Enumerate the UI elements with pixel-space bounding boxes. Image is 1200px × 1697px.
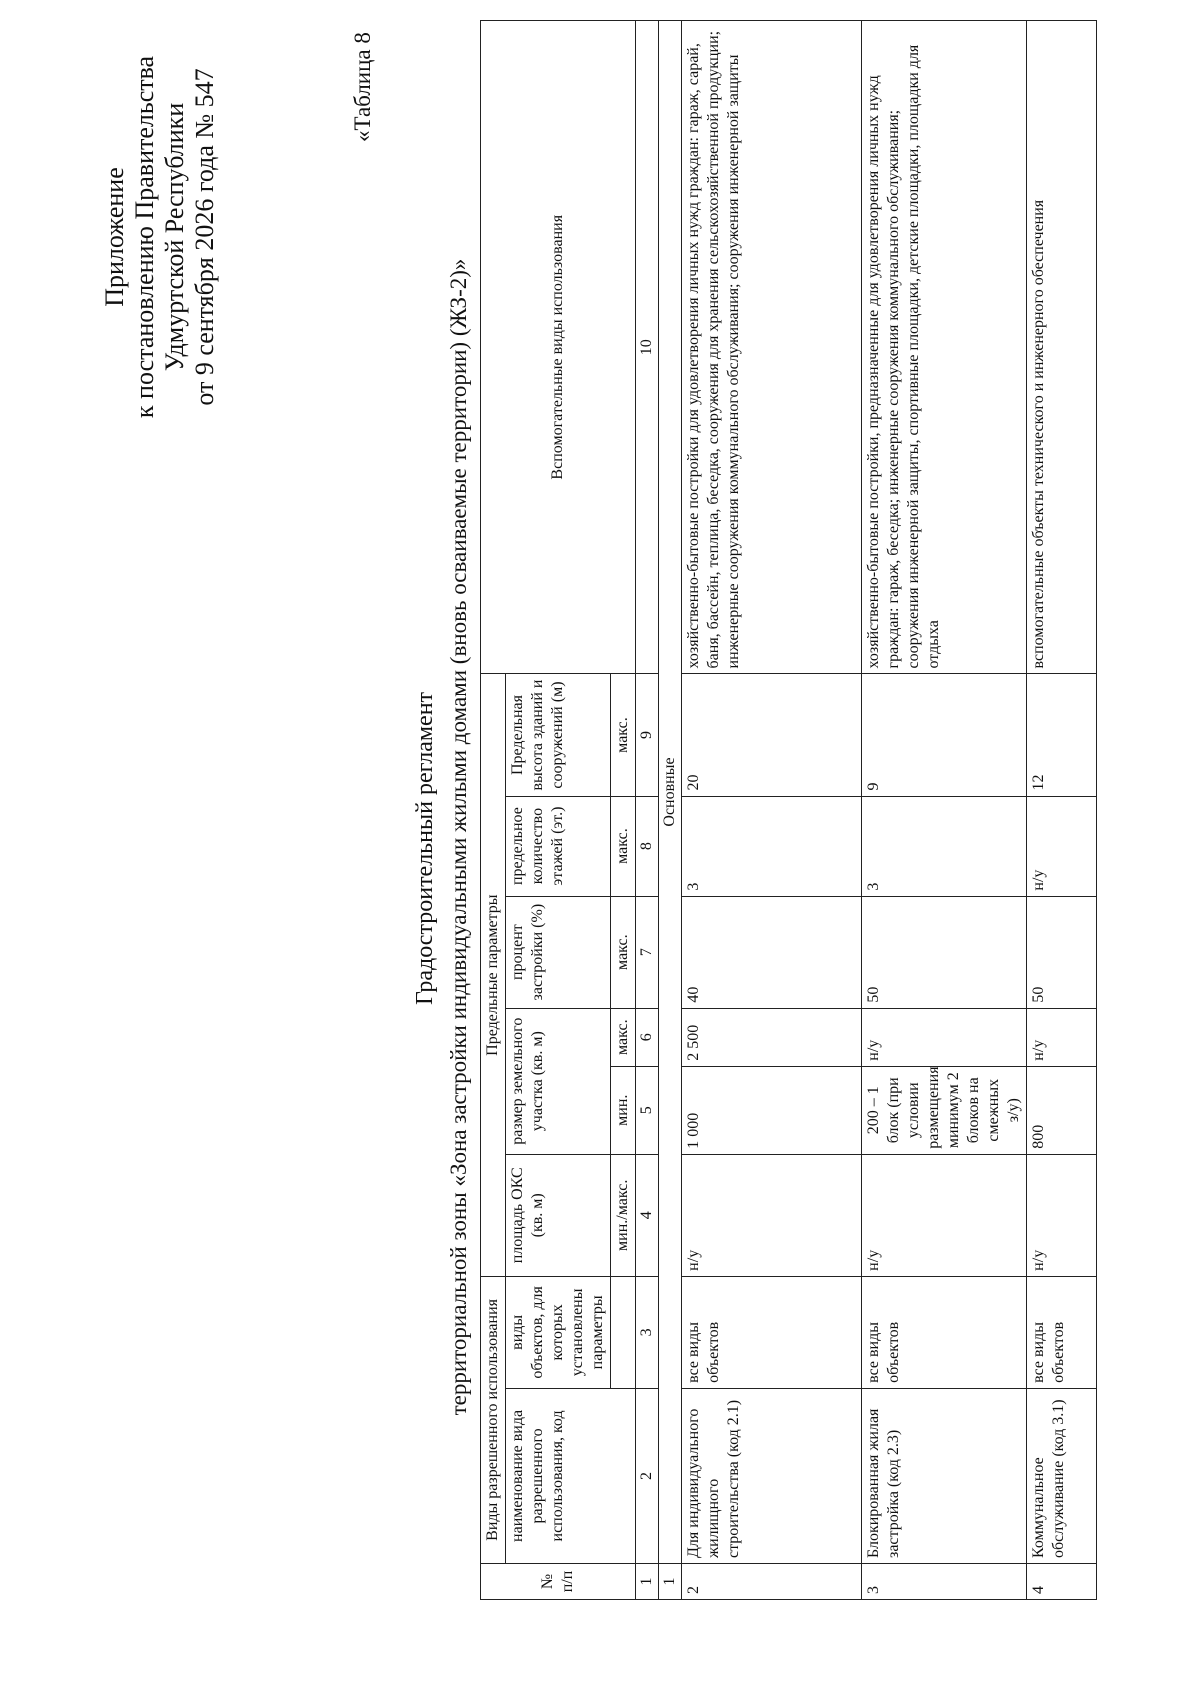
row-plot-max: н/у	[1027, 1008, 1097, 1066]
row-percent: 40	[682, 896, 862, 1008]
header-line-2: к постановлению Правительства	[130, 55, 159, 419]
header-line-4: от 9 сентября 2026 года № 547	[190, 68, 219, 406]
header-area-oks: площадь ОКС (кв. м)	[506, 1154, 611, 1276]
header-height: Предельная высота зданий и сооружений (м)	[506, 674, 611, 796]
row-height: 9	[862, 674, 1027, 796]
table-row	[1027, 21, 1097, 1600]
table-label: «Таблица 8	[350, 32, 375, 142]
colnum: 9	[636, 674, 659, 796]
header-plot: размер земельного участка (кв. м)	[506, 1008, 611, 1154]
sub-min: мин.	[611, 1066, 636, 1154]
row-name: Блокированная жилая застройка (код 2.3)	[862, 1388, 1027, 1563]
colnum: 4	[636, 1154, 659, 1276]
row-aux: хозяйственно-бытовые постройки для удовлетворения личных нужд граждан: гараж, сарай, баня, бассейн, теплица, беседка, сооружения для хранения сельскохозяйственной продукции; инженерные сооружения коммунального обслуживания; сооружения инженерной защиты	[682, 21, 862, 674]
sub-minmax: мин./макс.	[611, 1154, 636, 1276]
colnum: 2	[636, 1388, 659, 1563]
colnum: 1	[636, 1563, 659, 1599]
row-floors: 3	[862, 796, 1027, 896]
row-floors: 3	[682, 796, 862, 896]
document-title: Градостроительный регламент	[412, 691, 438, 1006]
regulation-table	[480, 20, 1097, 1600]
sub-max: макс.	[611, 1008, 636, 1066]
row-plot-min: 1 000	[682, 1066, 862, 1154]
header-line-3: Удмуртской Республики	[160, 102, 189, 372]
colnum: 10	[636, 21, 659, 674]
row-aux: хозяйственно-бытовые постройки, предназначенные для удовлетворения личных нужд граждан: гараж, беседка; инженерные сооружения коммунального обслуживания; сооружения инженерной защиты, спортивные площадки, детские площадки, площадки для отдыха	[862, 21, 1027, 674]
sub-max: макс.	[611, 674, 636, 796]
colnum: 8	[636, 796, 659, 896]
colnum: 6	[636, 1008, 659, 1066]
section-row	[659, 21, 682, 1600]
table-row	[862, 21, 1027, 1600]
row-plot-max: н/у	[862, 1008, 1027, 1066]
row-num: 3	[862, 1563, 1027, 1599]
row-oks: н/у	[1027, 1154, 1097, 1276]
row-plot-min: 200 – 1 блок (при условии размещения минимум 2 блоков на смежных з/у)	[862, 1066, 1027, 1154]
section-num: 1	[659, 1563, 682, 1599]
approval-header	[100, 27, 220, 447]
row-types: все виды объектов	[862, 1276, 1027, 1388]
row-plot-max: 2 500	[682, 1008, 862, 1066]
row-floors: н/у	[1027, 796, 1097, 896]
header-name: наименование вида разрешенного использования, код	[506, 1388, 636, 1563]
row-types: все виды объектов	[682, 1276, 862, 1388]
row-num: 4	[1027, 1563, 1097, 1599]
column-numbers-row	[636, 21, 659, 1600]
header-group-use: Виды разрешенного использования	[481, 1276, 506, 1563]
header-percent: процент застройки (%)	[506, 896, 611, 1008]
header-aux: Вспомогательные виды использования	[481, 21, 636, 674]
document-subtitle: территориальной зоны «Зона застройки индивидуальными жилыми домами (вновь осваиваемые территории) (ЖЗ-2)»	[446, 258, 471, 1416]
header-types: виды объектов, для которых установлены параметры	[506, 1276, 611, 1388]
table-row	[682, 21, 862, 1600]
row-aux: вспомогательные объекты технического и инженерного обеспечения	[1027, 21, 1097, 674]
row-oks: н/у	[862, 1154, 1027, 1276]
row-name: Коммунальное обслуживание (код 3.1)	[1027, 1388, 1097, 1563]
colnum: 7	[636, 896, 659, 1008]
header-group-params: Предельные параметры	[481, 674, 506, 1276]
row-percent: 50	[1027, 896, 1097, 1008]
colnum: 5	[636, 1066, 659, 1154]
header-line-1: Приложение	[100, 167, 129, 307]
row-types: все виды объектов	[1027, 1276, 1097, 1388]
colnum: 3	[636, 1276, 659, 1388]
sub-max: макс.	[611, 796, 636, 896]
row-oks: н/у	[682, 1154, 862, 1276]
row-height: 12	[1027, 674, 1097, 796]
sub-max: макс.	[611, 896, 636, 1008]
sub-blank	[611, 1276, 636, 1388]
section-label: Основные	[659, 21, 682, 1564]
row-plot-min: 800	[1027, 1066, 1097, 1154]
header-row-group	[481, 21, 506, 1600]
row-height: 20	[682, 674, 862, 796]
row-name: Для индивидуального жилищного строительства (код 2.1)	[682, 1388, 862, 1563]
row-num: 2	[682, 1563, 862, 1599]
header-floors: предельное количество этажей (эт.)	[506, 796, 611, 896]
header-num: № п/п	[481, 1563, 636, 1599]
row-percent: 50	[862, 896, 1027, 1008]
